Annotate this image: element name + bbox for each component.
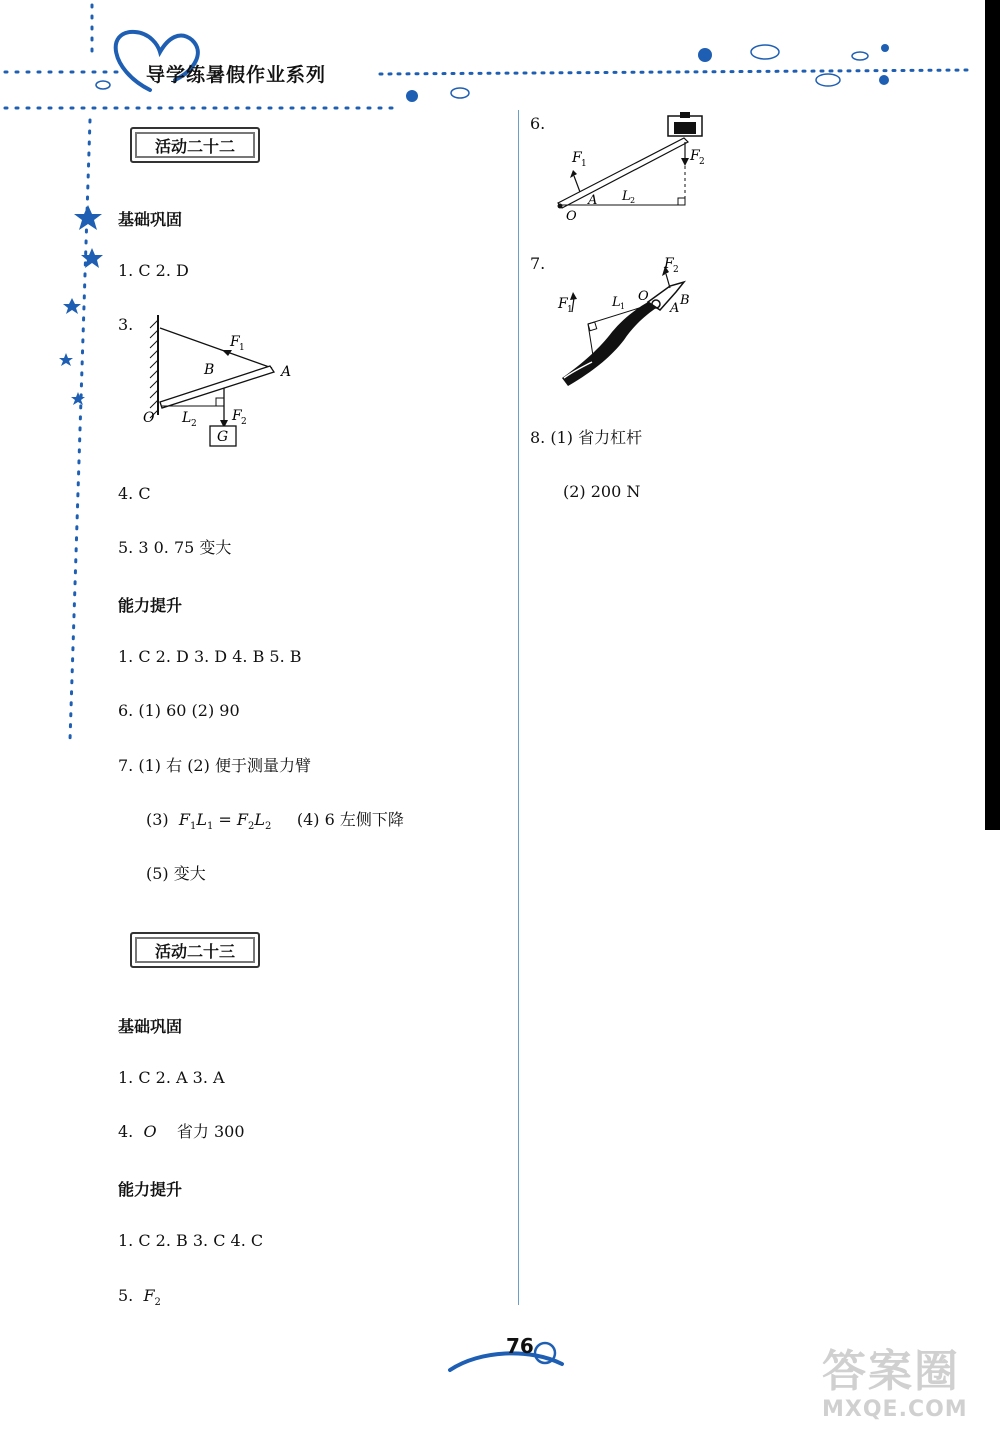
label-f2: F bbox=[232, 408, 242, 424]
page-edge-bar bbox=[985, 0, 1000, 830]
activity22-advanced-q7b bbox=[146, 810, 404, 837]
label-b: B bbox=[204, 362, 215, 378]
activity23-advanced-heading: 能力提升 bbox=[118, 1180, 183, 1199]
label-a: A bbox=[281, 364, 292, 380]
label-f1: F bbox=[230, 334, 240, 350]
q4-rest: 省力 300 bbox=[176, 1122, 245, 1141]
right-q8a: 8. (1) 省力杠杆 bbox=[530, 428, 643, 447]
svg-text:1: 1 bbox=[620, 302, 626, 311]
activity23-advanced-q5: 5. $F_2$ bbox=[118, 1286, 161, 1309]
label-a: A bbox=[588, 193, 598, 208]
activity22-advanced-q6: 6. (1) 60 (2) 90 bbox=[118, 701, 240, 720]
svg-text:1: 1 bbox=[567, 305, 573, 315]
right-q6-label: 6. bbox=[530, 114, 546, 133]
label-f1: F bbox=[572, 150, 582, 166]
activity22-advanced-q7a: 7. (1) 右 (2) 便于测量力臂 bbox=[118, 756, 311, 775]
activity22-basic-q5: 5. 3 0. 75 变大 bbox=[118, 538, 232, 557]
svg-text:2: 2 bbox=[699, 157, 705, 167]
label-a: A bbox=[670, 301, 680, 316]
activity23-basic-q1: 1. C 2. A 3. A bbox=[118, 1068, 225, 1087]
label-l1: L bbox=[612, 295, 621, 310]
activity23-advanced-q1: 1. C 2. B 3. C 4. C bbox=[118, 1231, 264, 1250]
column-divider bbox=[518, 110, 519, 1305]
q7b-formula: $F_1L_1 = F_2L_2$ bbox=[178, 810, 272, 833]
right-q7-label: 7. bbox=[530, 254, 546, 273]
lever-diagram-q3 bbox=[140, 310, 300, 450]
svg-text:2: 2 bbox=[241, 417, 247, 427]
lever-diagram-q6 bbox=[548, 108, 718, 228]
activity22-advanced-q7c: (5) 变大 bbox=[146, 864, 206, 883]
watermark bbox=[822, 1335, 968, 1422]
activity22-basic-q1: 1. C 2. D bbox=[118, 261, 189, 280]
q4-var: O bbox=[143, 1122, 157, 1141]
activity22-advanced-heading: 能力提升 bbox=[118, 596, 183, 615]
activity22-basic-heading: 基础巩固 bbox=[118, 210, 183, 229]
label-f2: F bbox=[690, 148, 700, 164]
activity22-advanced-q1: 1. C 2. D 3. D 4. B 5. B bbox=[118, 647, 302, 666]
activity22-title: 活动二十二 bbox=[130, 127, 260, 163]
pliers-diagram-q7 bbox=[552, 252, 702, 392]
q7b-suffix: (4) 6 左侧下降 bbox=[296, 810, 404, 829]
left-decoration bbox=[50, 0, 110, 745]
activity23-basic-heading: 基础巩固 bbox=[118, 1017, 183, 1036]
svg-text:2: 2 bbox=[673, 265, 679, 275]
q7b-prefix: (3) bbox=[146, 810, 169, 829]
right-q8b: (2) 200 N bbox=[563, 482, 641, 501]
label-b: B bbox=[680, 293, 690, 308]
activity22-basic-q3-label: 3. bbox=[118, 315, 134, 334]
q5-prefix: 5. bbox=[118, 1286, 134, 1305]
label-f1: F bbox=[558, 296, 568, 312]
label-g: G bbox=[217, 429, 229, 445]
svg-text:2: 2 bbox=[630, 196, 636, 205]
activity23-title: 活动二十三 bbox=[130, 932, 260, 968]
label-o: O bbox=[143, 410, 155, 426]
svg-text:2: 2 bbox=[191, 419, 197, 429]
label-l2: L bbox=[622, 189, 631, 204]
label-f2: F bbox=[664, 256, 674, 272]
q4-prefix: 4. bbox=[118, 1122, 134, 1141]
label-o: O bbox=[566, 209, 577, 224]
svg-text:1: 1 bbox=[581, 159, 587, 169]
watermark-line1: 答案圈 bbox=[822, 1346, 960, 1397]
label-o: O bbox=[638, 289, 649, 304]
watermark-line2: MXQE.COM bbox=[822, 1397, 968, 1422]
label-l2: L bbox=[182, 410, 192, 426]
page-number: 76 bbox=[506, 1334, 534, 1358]
activity22-basic-q4: 4. C bbox=[118, 484, 151, 503]
activity23-basic-q4 bbox=[118, 1122, 245, 1142]
svg-text:1: 1 bbox=[239, 343, 245, 353]
series-title: 导学练暑假作业系列 bbox=[146, 64, 327, 86]
